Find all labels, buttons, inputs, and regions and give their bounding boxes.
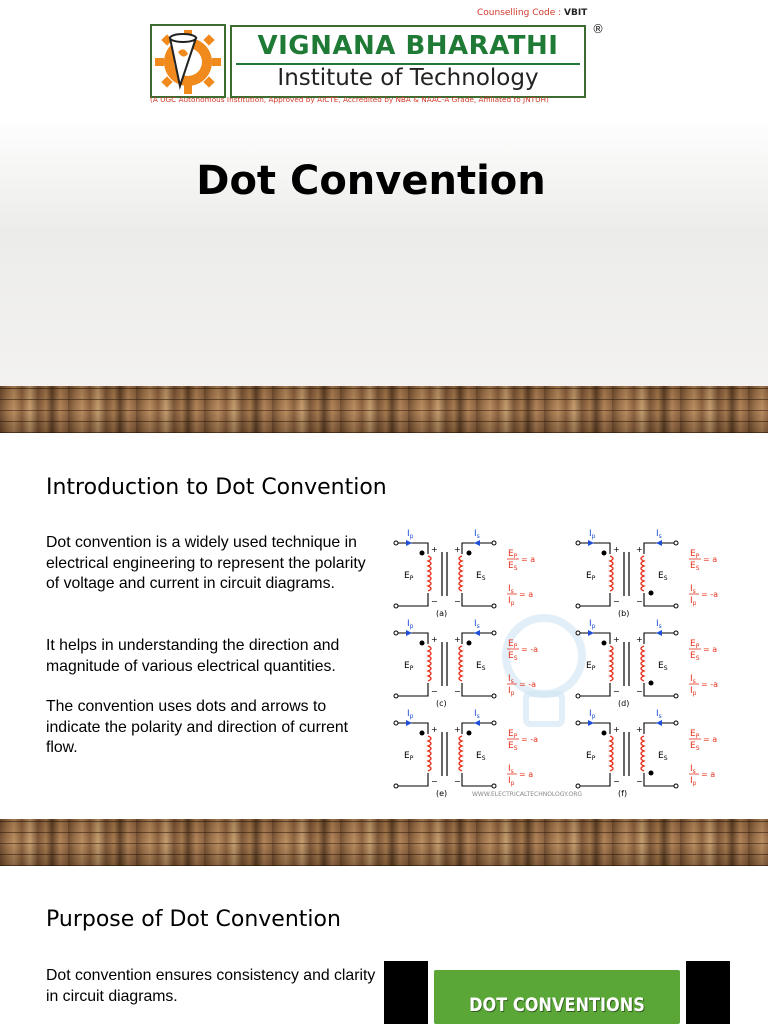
- dot-convention-diagram: [384, 528, 730, 798]
- panel-2-ratio-v-den: $E_S$: [508, 651, 518, 662]
- panel-0-label: (a): [436, 609, 448, 618]
- panel-4-minus-sign: −: [431, 777, 438, 786]
- panel-4-ratio-i-value: = a: [519, 770, 534, 779]
- panel-2-ratio-v-value: = -a: [521, 645, 539, 654]
- wood-floor-divider-2: [0, 819, 768, 866]
- panel-4-ratio-v-num: $E_P$: [508, 729, 518, 740]
- panel-1-minus-sign: −: [613, 597, 620, 606]
- panel-2-polarity-dot: [420, 641, 425, 646]
- panel-5-plus-sign: +: [636, 725, 643, 734]
- panel-3-secondary-bottom-wire: [644, 683, 674, 696]
- panel-3-plus-sign: +: [613, 635, 620, 644]
- panel-5-current-arrow: [588, 720, 594, 726]
- panel-5-ep-label: $E_P$: [586, 751, 596, 762]
- panel-2-ratio-i-value: = -a: [519, 680, 537, 689]
- panel-4-minus-sign: −: [454, 777, 461, 786]
- image-banner-text: DOT CONVENTIONS: [469, 994, 645, 1016]
- panel-5-ratio-v-num: $E_P$: [690, 729, 700, 740]
- panel-5-ratio-v-den: $E_S$: [690, 741, 700, 752]
- panel-4-terminal: [394, 784, 398, 788]
- panel-3-label: (d): [618, 699, 630, 708]
- slide-title: Dot Convention: [196, 158, 546, 204]
- panel-0-ratio-i-den: $I_p$: [508, 596, 515, 607]
- panel-5-label: (f): [618, 789, 628, 798]
- panel-0-polarity-dot: [467, 551, 472, 556]
- panel-3-primary-bottom-wire: [580, 683, 610, 696]
- panel-1-ratio-i-num: $I_s$: [690, 584, 696, 595]
- panel-4-terminal: [394, 721, 398, 725]
- panel-3-ratio-v-num: $E_P$: [690, 639, 700, 650]
- panel-3-polarity-dot: [649, 681, 654, 686]
- panel-0-secondary-coil: [459, 556, 462, 591]
- panel-0-is-label: $I_s$: [474, 529, 480, 540]
- panel-3-plus-sign: +: [636, 635, 643, 644]
- panel-2-terminal: [492, 694, 496, 698]
- panel-0-ip-label: $I_p$: [407, 529, 414, 540]
- panel-3-terminal: [674, 694, 678, 698]
- panel-2-secondary-bottom-wire: [462, 683, 492, 696]
- panel-1-primary-coil: [610, 556, 613, 591]
- panel-3-ratio-i-den: $I_p$: [690, 686, 697, 697]
- panel-2-minus-sign: −: [431, 687, 438, 696]
- panel-4-secondary-coil: [459, 736, 462, 771]
- panel-0-plus-sign: +: [431, 545, 438, 554]
- panel-0-current-arrow: [474, 540, 480, 546]
- wood-floor-divider: [0, 386, 768, 433]
- purpose-paragraph: Dot convention ensures consistency and clarity in circuit diagrams.: [46, 967, 376, 1005]
- intro-paragraph-1: Dot convention is a widely used technique in electrical engineering to represent the polarity of voltage and current in circuit diagrams.: [46, 534, 366, 592]
- panel-5-terminal: [576, 721, 580, 725]
- panel-4-ip-label: $I_p$: [407, 709, 414, 720]
- institute-name-box: [230, 25, 586, 98]
- panel-1-current-arrow: [656, 540, 662, 546]
- panel-1-terminal: [674, 541, 678, 545]
- panel-0-primary-bottom-wire: [398, 593, 428, 606]
- panel-3-minus-sign: −: [613, 687, 620, 696]
- panel-1-secondary-top-wire: [644, 543, 674, 554]
- panel-4-ratio-i-den: $I_p$: [508, 776, 515, 787]
- panel-4-plus-sign: +: [454, 725, 461, 734]
- panel-2-terminal: [394, 631, 398, 635]
- intro-paragraph-2: It helps in understanding the direction and magnitude of various electrical quantities.: [46, 637, 340, 675]
- panel-2-label: (c): [436, 699, 447, 708]
- panel-0-ratio-v-num: $E_P$: [508, 549, 518, 560]
- panel-2-ratio-i-num: $I_s$: [508, 674, 514, 685]
- panel-3-ratio-v-den: $E_S$: [690, 651, 700, 662]
- panel-1-ratio-v-den: $E_S$: [690, 561, 700, 572]
- institute-tagline: (A UGC Autonomous Institution, Approved by AICTE, Accredited by NBA & NAAC-A Grade, Affiliated to JNTUH): [150, 95, 549, 104]
- panel-4-primary-bottom-wire: [398, 773, 428, 786]
- panel-1-polarity-dot: [602, 551, 607, 556]
- panel-0-secondary-top-wire: [462, 543, 492, 554]
- panel-4-is-label: $I_s$: [474, 709, 480, 720]
- panel-1-ratio-i-den: $I_p$: [690, 596, 697, 607]
- panel-1-terminal: [576, 541, 580, 545]
- panel-0-minus-sign: −: [454, 597, 461, 606]
- intro-paragraph-3: The convention uses dots and arrows to indicate the polarity and direction of current flow.: [46, 698, 349, 756]
- panel-1-secondary-coil: [641, 556, 644, 591]
- panel-4-current-arrow: [406, 720, 412, 726]
- panel-5-primary-coil: [610, 736, 613, 771]
- image-banner: [434, 970, 680, 1024]
- panel-3-is-label: $I_s$: [656, 619, 662, 630]
- panel-5-terminal: [576, 784, 580, 788]
- panel-4-polarity-dot: [420, 731, 425, 736]
- panel-2-ratio-v-num: $E_P$: [508, 639, 518, 650]
- panel-2-current-arrow: [406, 630, 412, 636]
- panel-3-ip-label: $I_p$: [589, 619, 596, 630]
- panel-5-minus-sign: −: [636, 777, 643, 786]
- panel-1-secondary-bottom-wire: [644, 593, 674, 606]
- panel-5-ratio-i-num: $I_s$: [690, 764, 696, 775]
- institute-logo: [150, 8, 610, 108]
- panel-1-label: (b): [618, 609, 630, 618]
- panel-0-ratio-v-den: $E_S$: [508, 561, 518, 572]
- panel-0-minus-sign: −: [431, 597, 438, 606]
- panel-5-plus-sign: +: [613, 725, 620, 734]
- panel-2-ip-label: $I_p$: [407, 619, 414, 630]
- purpose-heading: Purpose of Dot Convention: [46, 907, 341, 932]
- panel-2-es-label: $E_S$: [476, 661, 486, 672]
- panel-4-polarity-dot: [467, 731, 472, 736]
- panel-1-ratio-i-value: = -a: [701, 590, 719, 599]
- panel-3-terminal: [576, 631, 580, 635]
- panel-0-ep-label: $E_P$: [404, 571, 414, 582]
- panel-4-ratio-v-value: = -a: [521, 735, 539, 744]
- panel-2-primary-coil: [428, 646, 431, 681]
- panel-5-polarity-dot: [649, 771, 654, 776]
- panel-5-is-label: $I_s$: [656, 709, 662, 720]
- dot-conventions-image: [384, 961, 730, 1024]
- lightbulb-watermark-base: [526, 694, 562, 724]
- panel-2-is-label: $I_s$: [474, 619, 480, 630]
- panel-2-polarity-dot: [467, 641, 472, 646]
- panel-5-polarity-dot: [602, 731, 607, 736]
- diagram-watermark-text: WWW.ELECTRICALTECHNOLOGY.ORG: [472, 791, 583, 798]
- panel-5-current-arrow: [656, 720, 662, 726]
- panel-4-ep-label: $E_P$: [404, 751, 414, 762]
- panel-2-secondary-top-wire: [462, 633, 492, 644]
- image-border-left: [384, 961, 428, 1024]
- panel-1-minus-sign: −: [636, 597, 643, 606]
- panel-4-ratio-v-den: $E_S$: [508, 741, 518, 752]
- panel-1-ratio-v-value: = a: [703, 555, 718, 564]
- panel-0-polarity-dot: [420, 551, 425, 556]
- panel-0-current-arrow: [406, 540, 412, 546]
- panel-3-secondary-coil: [641, 646, 644, 681]
- panel-1-ip-label: $I_p$: [589, 529, 596, 540]
- panel-5-ip-label: $I_p$: [589, 709, 596, 720]
- panel-0-terminal: [492, 604, 496, 608]
- panel-2-ratio-i-den: $I_p$: [508, 686, 515, 697]
- panel-3-terminal: [576, 694, 580, 698]
- panel-3-ratio-i-num: $I_s$: [690, 674, 696, 685]
- panel-1-es-label: $E_S$: [658, 571, 668, 582]
- panel-2-terminal: [492, 631, 496, 635]
- panel-3-secondary-top-wire: [644, 633, 674, 644]
- panel-4-label: (e): [436, 789, 448, 798]
- institute-subname: Institute of Technology: [277, 65, 539, 91]
- panel-4-terminal: [492, 784, 496, 788]
- panel-1-terminal: [674, 604, 678, 608]
- panel-0-terminal: [394, 604, 398, 608]
- institute-emblem-icon: [150, 24, 226, 98]
- panel-1-is-label: $I_s$: [656, 529, 662, 540]
- panel-0-terminal: [492, 541, 496, 545]
- panel-3-primary-coil: [610, 646, 613, 681]
- panel-1-terminal: [576, 604, 580, 608]
- panel-4-plus-sign: +: [431, 725, 438, 734]
- panel-2-ep-label: $E_P$: [404, 661, 414, 672]
- panel-3-current-arrow: [656, 630, 662, 636]
- panel-0-terminal: [394, 541, 398, 545]
- panel-4-ratio-i-num: $I_s$: [508, 764, 514, 775]
- panel-4-primary-coil: [428, 736, 431, 771]
- image-border-right: [686, 961, 730, 1024]
- panel-5-ratio-v-value: = a: [703, 735, 718, 744]
- panel-2-terminal: [394, 694, 398, 698]
- panel-4-current-arrow: [474, 720, 480, 726]
- institute-name: VIGNANA BHARATHI: [257, 31, 559, 61]
- panel-2-secondary-coil: [459, 646, 462, 681]
- panel-3-polarity-dot: [602, 641, 607, 646]
- panel-5-terminal: [674, 784, 678, 788]
- panel-3-es-label: $E_S$: [658, 661, 668, 672]
- panel-5-minus-sign: −: [613, 777, 620, 786]
- panel-3-ratio-i-value: = -a: [701, 680, 719, 689]
- panel-5-primary-bottom-wire: [580, 773, 610, 786]
- panel-0-ratio-v-value: = a: [521, 555, 536, 564]
- panel-3-ep-label: $E_P$: [586, 661, 596, 672]
- panel-1-plus-sign: +: [636, 545, 643, 554]
- panel-5-ratio-i-den: $I_p$: [690, 776, 697, 787]
- panel-4-es-label: $E_S$: [476, 751, 486, 762]
- panel-5-es-label: $E_S$: [658, 751, 668, 762]
- panel-3-minus-sign: −: [636, 687, 643, 696]
- panel-0-secondary-bottom-wire: [462, 593, 492, 606]
- panel-0-ratio-i-num: $I_s$: [508, 584, 514, 595]
- counselling-code: Counselling Code : VBIT: [477, 8, 588, 18]
- panel-5-secondary-coil: [641, 736, 644, 771]
- panel-0-es-label: $E_S$: [476, 571, 486, 582]
- panel-3-current-arrow: [588, 630, 594, 636]
- panel-5-terminal: [674, 721, 678, 725]
- title-slide: [0, 0, 768, 386]
- panel-2-current-arrow: [474, 630, 480, 636]
- panel-0-ratio-i-value: = a: [519, 590, 534, 599]
- panel-4-terminal: [492, 721, 496, 725]
- registered-mark: ®: [592, 22, 604, 36]
- panel-4-secondary-bottom-wire: [462, 773, 492, 786]
- panel-1-ep-label: $E_P$: [586, 571, 596, 582]
- panel-4-secondary-top-wire: [462, 723, 492, 734]
- panel-0-plus-sign: +: [454, 545, 461, 554]
- panel-5-ratio-i-value: = a: [701, 770, 716, 779]
- panel-5-secondary-top-wire: [644, 723, 674, 734]
- panel-2-primary-bottom-wire: [398, 683, 428, 696]
- panel-1-primary-bottom-wire: [580, 593, 610, 606]
- panel-3-terminal: [674, 631, 678, 635]
- panel-3-ratio-v-value: = a: [703, 645, 718, 654]
- panel-2-minus-sign: −: [454, 687, 461, 696]
- panel-2-plus-sign: +: [431, 635, 438, 644]
- panel-5-secondary-bottom-wire: [644, 773, 674, 786]
- intro-heading: Introduction to Dot Convention: [46, 475, 387, 500]
- panel-1-current-arrow: [588, 540, 594, 546]
- panel-1-plus-sign: +: [613, 545, 620, 554]
- panel-2-plus-sign: +: [454, 635, 461, 644]
- panel-0-primary-coil: [428, 556, 431, 591]
- panel-1-ratio-v-num: $E_P$: [690, 549, 700, 560]
- panel-1-polarity-dot: [649, 591, 654, 596]
